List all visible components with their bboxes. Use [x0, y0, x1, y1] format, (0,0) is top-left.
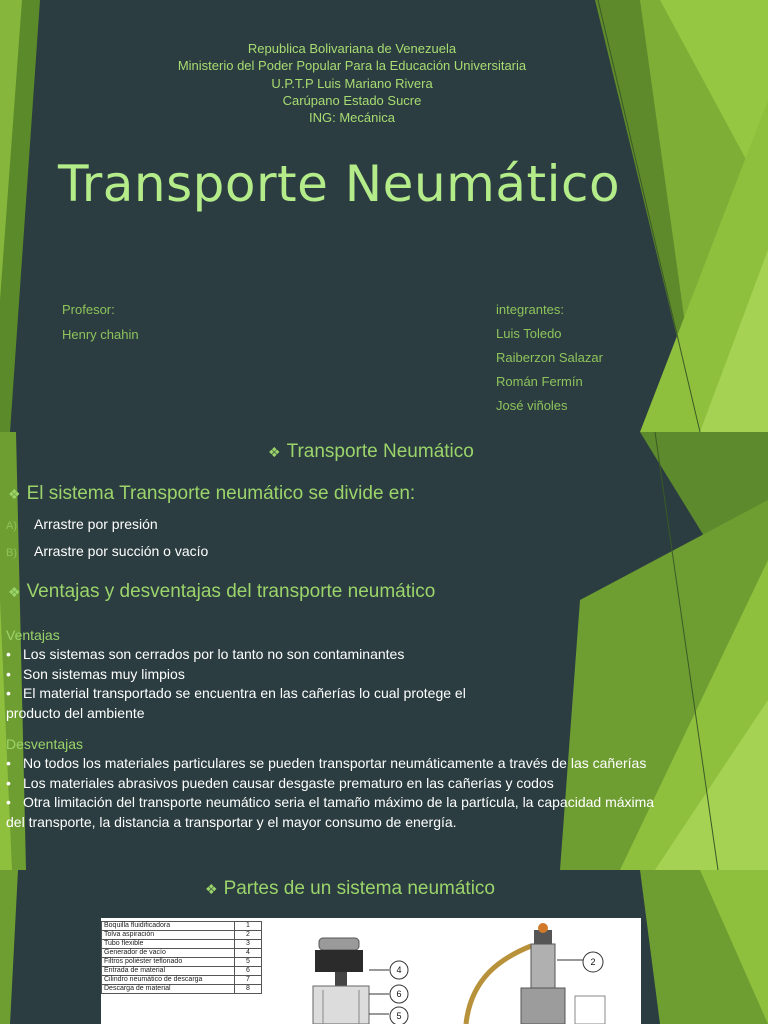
table-row — [102, 976, 262, 985]
callout-number: 6 — [396, 989, 402, 999]
part-name: Filtros poliéster teflonado — [102, 958, 235, 967]
part-name: Generador de vacío — [102, 949, 235, 958]
desventajas-list — [6, 754, 654, 832]
part-number: 3 — [235, 940, 262, 949]
part-name: Boquilla fluidificadora — [102, 922, 235, 931]
callout-number: 2 — [590, 957, 596, 967]
table-row — [102, 967, 262, 976]
table-row — [102, 949, 262, 958]
table-row — [102, 931, 262, 940]
list-item — [6, 684, 466, 704]
header-line: U.P.T.P Luis Mariano Rivera — [271, 75, 433, 91]
bullet-icon: • — [6, 665, 11, 682]
list-item-continuation: producto del ambiente — [6, 704, 145, 721]
bullet-icon: • — [6, 646, 11, 662]
bullet-icon: • — [6, 794, 11, 810]
header-line: Carúpano Estado Sucre — [282, 92, 422, 108]
diamond-bullet-icon: ❖ — [205, 881, 218, 897]
section-heading-ventajas — [8, 581, 435, 603]
part-number: 2 — [235, 931, 262, 940]
page-title: Transporte Neumático — [58, 155, 621, 213]
header-line: Ministerio del Poder Popular Para la Educación Universitaria — [177, 58, 527, 74]
table-row — [102, 985, 262, 994]
part-number: 8 — [235, 985, 262, 994]
slide2-title-text: Transporte Neumático — [286, 441, 474, 462]
generator-body-shape — [315, 950, 363, 972]
integrante-item: Luis Toledo — [496, 326, 562, 341]
list-text: Arrastre por succión o vacío — [34, 543, 209, 559]
callout-number: 5 — [396, 1011, 402, 1021]
table-row — [102, 922, 262, 931]
part-number: 1 — [235, 922, 262, 931]
list-text: Los materiales abrasivos pueden causar desgaste prematuro en las cañerías y codos — [23, 774, 554, 791]
integrante-item: Román Fermín — [496, 374, 583, 389]
list-text: Otra limitación del transporte neumático seria el tamaño máximo de la partícula, la capacidad máxima — [23, 794, 655, 810]
bullet-icon: • — [6, 755, 11, 771]
frame-shape — [575, 996, 605, 1024]
neck-shape — [335, 972, 347, 986]
part-name: Entrada de material — [102, 967, 235, 976]
profesor-label: Profesor: — [62, 302, 115, 317]
list-letter: B) — [6, 547, 17, 559]
header-line: Republica Bolivariana de Venezuela — [247, 41, 457, 56]
list-item — [6, 543, 208, 559]
bullet-icon: • — [6, 685, 11, 701]
pneumatic-system-figure — [101, 918, 641, 1024]
list-item — [6, 665, 466, 685]
table-row — [102, 958, 262, 967]
header-line: ING: Mecánica — [309, 110, 395, 126]
list-text: El material transportado se encuentra en las cañerías lo cual protege el — [23, 685, 466, 701]
institution-header — [0, 40, 704, 126]
list-item-continuation: del transporte, la distancia a transportar y el mayor consumo de energía. — [6, 813, 457, 830]
callout-number: 4 — [396, 965, 402, 975]
list-item — [6, 645, 466, 665]
list-item — [6, 754, 654, 774]
list-item — [6, 516, 158, 532]
deco-shape — [0, 870, 18, 1024]
part-name: Descarga de material — [102, 985, 235, 994]
part-name: Tubo flexible — [102, 940, 235, 949]
profesor-name: Henry chahin — [62, 327, 139, 342]
list-letter: A) — [6, 520, 17, 532]
hopper-valve-shape — [538, 923, 548, 933]
diamond-bullet-icon: ❖ — [8, 486, 21, 502]
part-name: Tolva aspiración — [102, 931, 235, 940]
section-heading-division — [8, 483, 415, 505]
slide2-title — [268, 441, 474, 463]
bullet-icon: • — [6, 774, 11, 791]
part-number: 7 — [235, 976, 262, 985]
list-text: Arrastre por presión — [34, 516, 158, 532]
integrante-item: Raiberzon Salazar — [496, 350, 603, 365]
list-item — [6, 793, 654, 813]
section-heading-text: Ventajas y desventajas del transporte neumático — [26, 581, 436, 602]
part-name: Cilindro neumático de descarga — [102, 976, 235, 985]
list-item — [6, 774, 654, 794]
diamond-bullet-icon: ❖ — [268, 444, 281, 460]
list-text: Los sistemas son cerrados por lo tanto no son contaminantes — [23, 646, 405, 662]
machine-illustration — [291, 918, 641, 1024]
table-row — [102, 940, 262, 949]
integrantes-label: integrantes: — [496, 302, 564, 317]
section-heading-text: El sistema Transporte neumático se divide en: — [26, 483, 416, 504]
part-number: 4 — [235, 949, 262, 958]
list-text: No todos los materiales particulares se pueden transportar neumáticamente a través de las cañerías — [23, 755, 647, 771]
parts-table — [101, 921, 262, 994]
slide3-title — [205, 878, 495, 900]
ventajas-list — [6, 645, 466, 723]
filter-body-shape — [313, 986, 369, 1024]
generator-shape — [319, 938, 359, 950]
part-number: 6 — [235, 967, 262, 976]
slide3-title-text: Partes de un sistema neumático — [223, 878, 495, 899]
ventajas-label: Ventajas — [6, 627, 60, 643]
diamond-bullet-icon: ❖ — [8, 584, 21, 600]
desventajas-label: Desventajas — [6, 736, 84, 752]
integrante-item: José viñoles — [496, 398, 568, 413]
base-shape — [521, 988, 565, 1024]
part-number: 5 — [235, 958, 262, 967]
list-text: Son sistemas muy limpios — [23, 665, 185, 682]
